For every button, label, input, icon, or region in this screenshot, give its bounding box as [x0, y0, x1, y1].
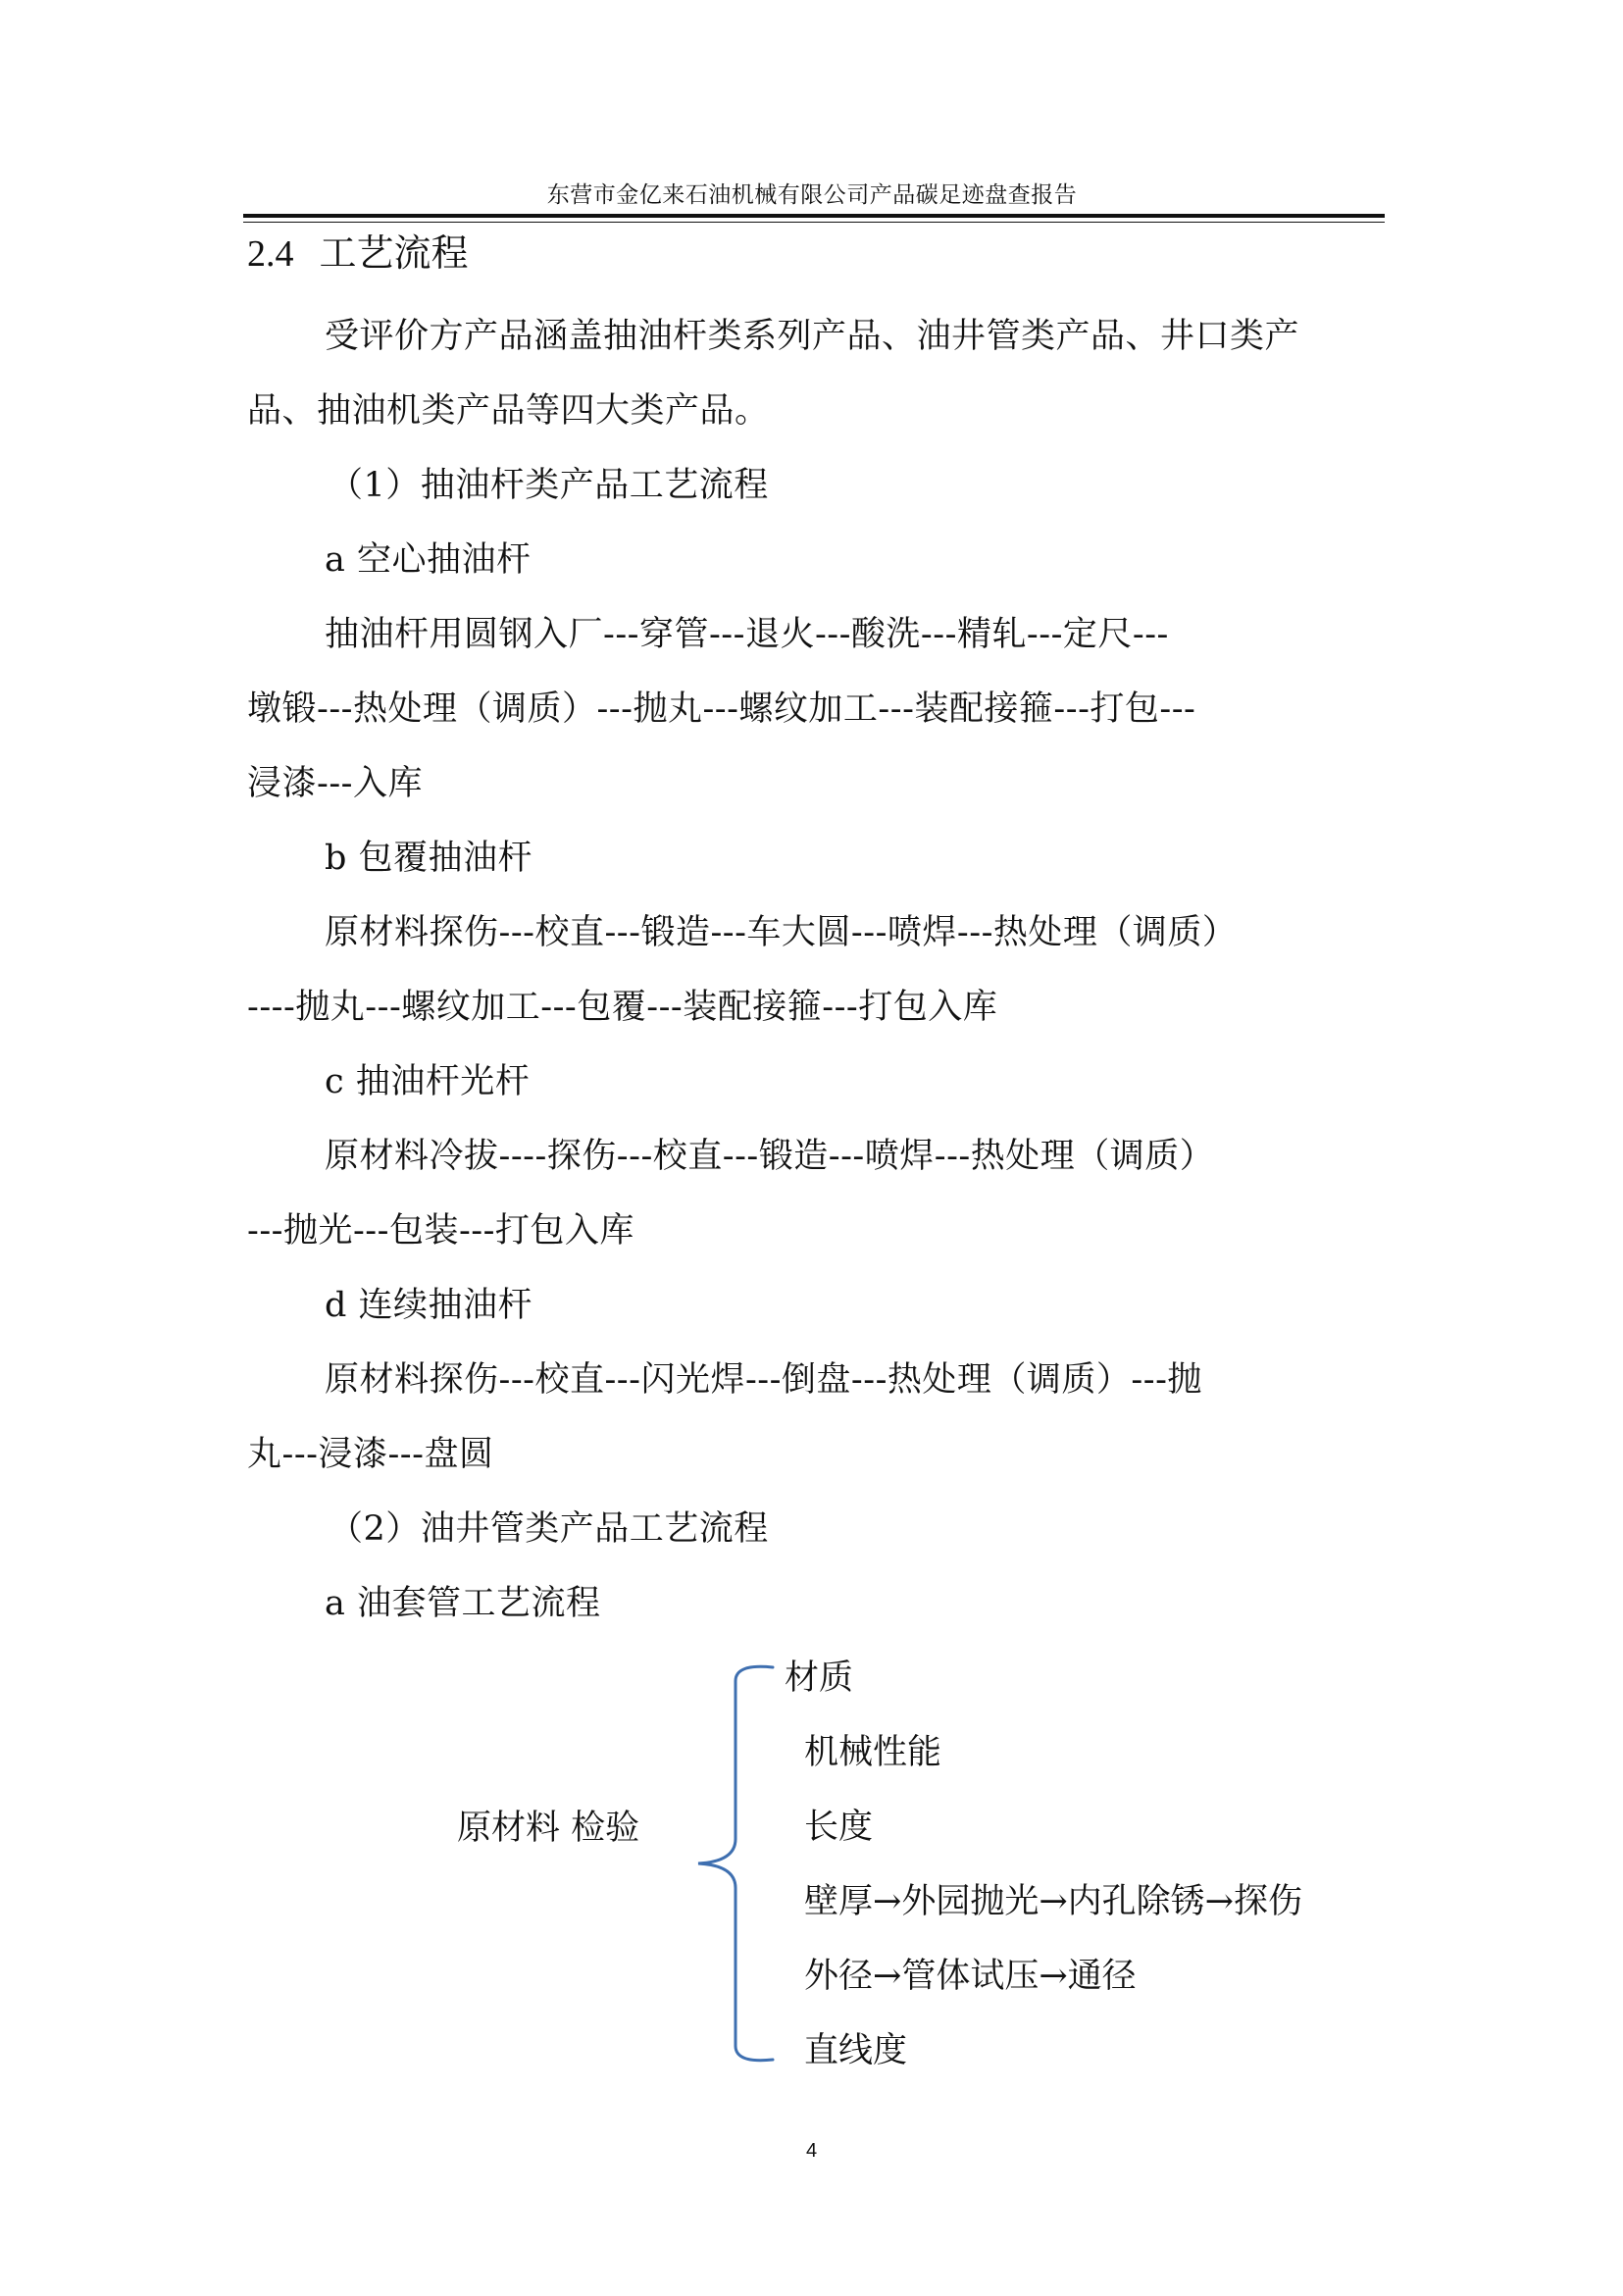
- curly-brace: [686, 1658, 775, 2069]
- subheading-oil-well-pipe: （2）油井管类产品工艺流程: [329, 1509, 769, 1549]
- flow-item-wall-thickness: 壁厚→外园抛光→内孔除锈→探伤: [804, 1882, 1302, 1921]
- subheading-sucker-rod: （1）抽油杆类产品工艺流程: [329, 466, 769, 505]
- flow-item-mechanical: 机械性能: [804, 1733, 942, 1772]
- item-a-casing-process: a 油套管工艺流程: [325, 1584, 601, 1623]
- item-c-polished-rod: c 抽油杆光杆: [325, 1062, 531, 1101]
- process-d-line1: 原材料探伤---校直---闪光焊---倒盘---热处理（调质）---抛: [325, 1360, 1202, 1400]
- process-a-line2: 墩锻---热处理（调质）---抛丸---螺纹加工---装配接箍---打包---: [247, 689, 1196, 729]
- process-a-line3: 浸漆---入库: [247, 764, 423, 803]
- section-number: 2.4: [247, 233, 294, 275]
- paragraph-intro-line1: 受评价方产品涵盖抽油杆类系列产品、油井管类产品、井口类产: [325, 317, 1300, 356]
- process-c-line2: ---抛光---包装---打包入库: [247, 1211, 634, 1250]
- flow-item-straightness: 直线度: [804, 2031, 908, 2070]
- section-title: 工艺流程: [319, 231, 469, 275]
- process-c-line1: 原材料冷拔----探伤---校直---锻造---喷焊---热处理（调质）: [325, 1137, 1215, 1176]
- flow-item-length: 长度: [804, 1808, 874, 1847]
- paragraph-intro-line2: 品、抽油机类产品等四大类产品。: [247, 391, 770, 431]
- process-a-line1: 抽油杆用圆钢入厂---穿管---退火---酸洗---精轧---定尺---: [325, 615, 1169, 654]
- flow-item-material: 材质: [785, 1658, 854, 1698]
- item-a-hollow-rod: a 空心抽油杆: [325, 540, 532, 580]
- process-b-line2: ----抛丸---螺纹加工---包覆---装配接箍---打包入库: [247, 988, 998, 1027]
- flow-left-label: 原材料 检验: [457, 1809, 640, 1848]
- process-d-line2: 丸---浸漆---盘圆: [247, 1435, 494, 1474]
- item-d-continuous-rod: d 连续抽油杆: [325, 1286, 533, 1325]
- flow-item-outer-diameter: 外径→管体试压→通径: [804, 1957, 1137, 1996]
- section-heading: [247, 223, 469, 277]
- report-header: 东营市金亿来石油机械有限公司产品碳足迹盘查报告: [546, 182, 1078, 208]
- header-thick-rule: [243, 214, 1385, 218]
- page-number: 4: [805, 2140, 818, 2162]
- process-b-line1: 原材料探伤---校直---锻造---车大圆---喷焊---热处理（调质）: [325, 913, 1238, 952]
- item-b-coated-rod: b 包覆抽油杆: [325, 839, 533, 878]
